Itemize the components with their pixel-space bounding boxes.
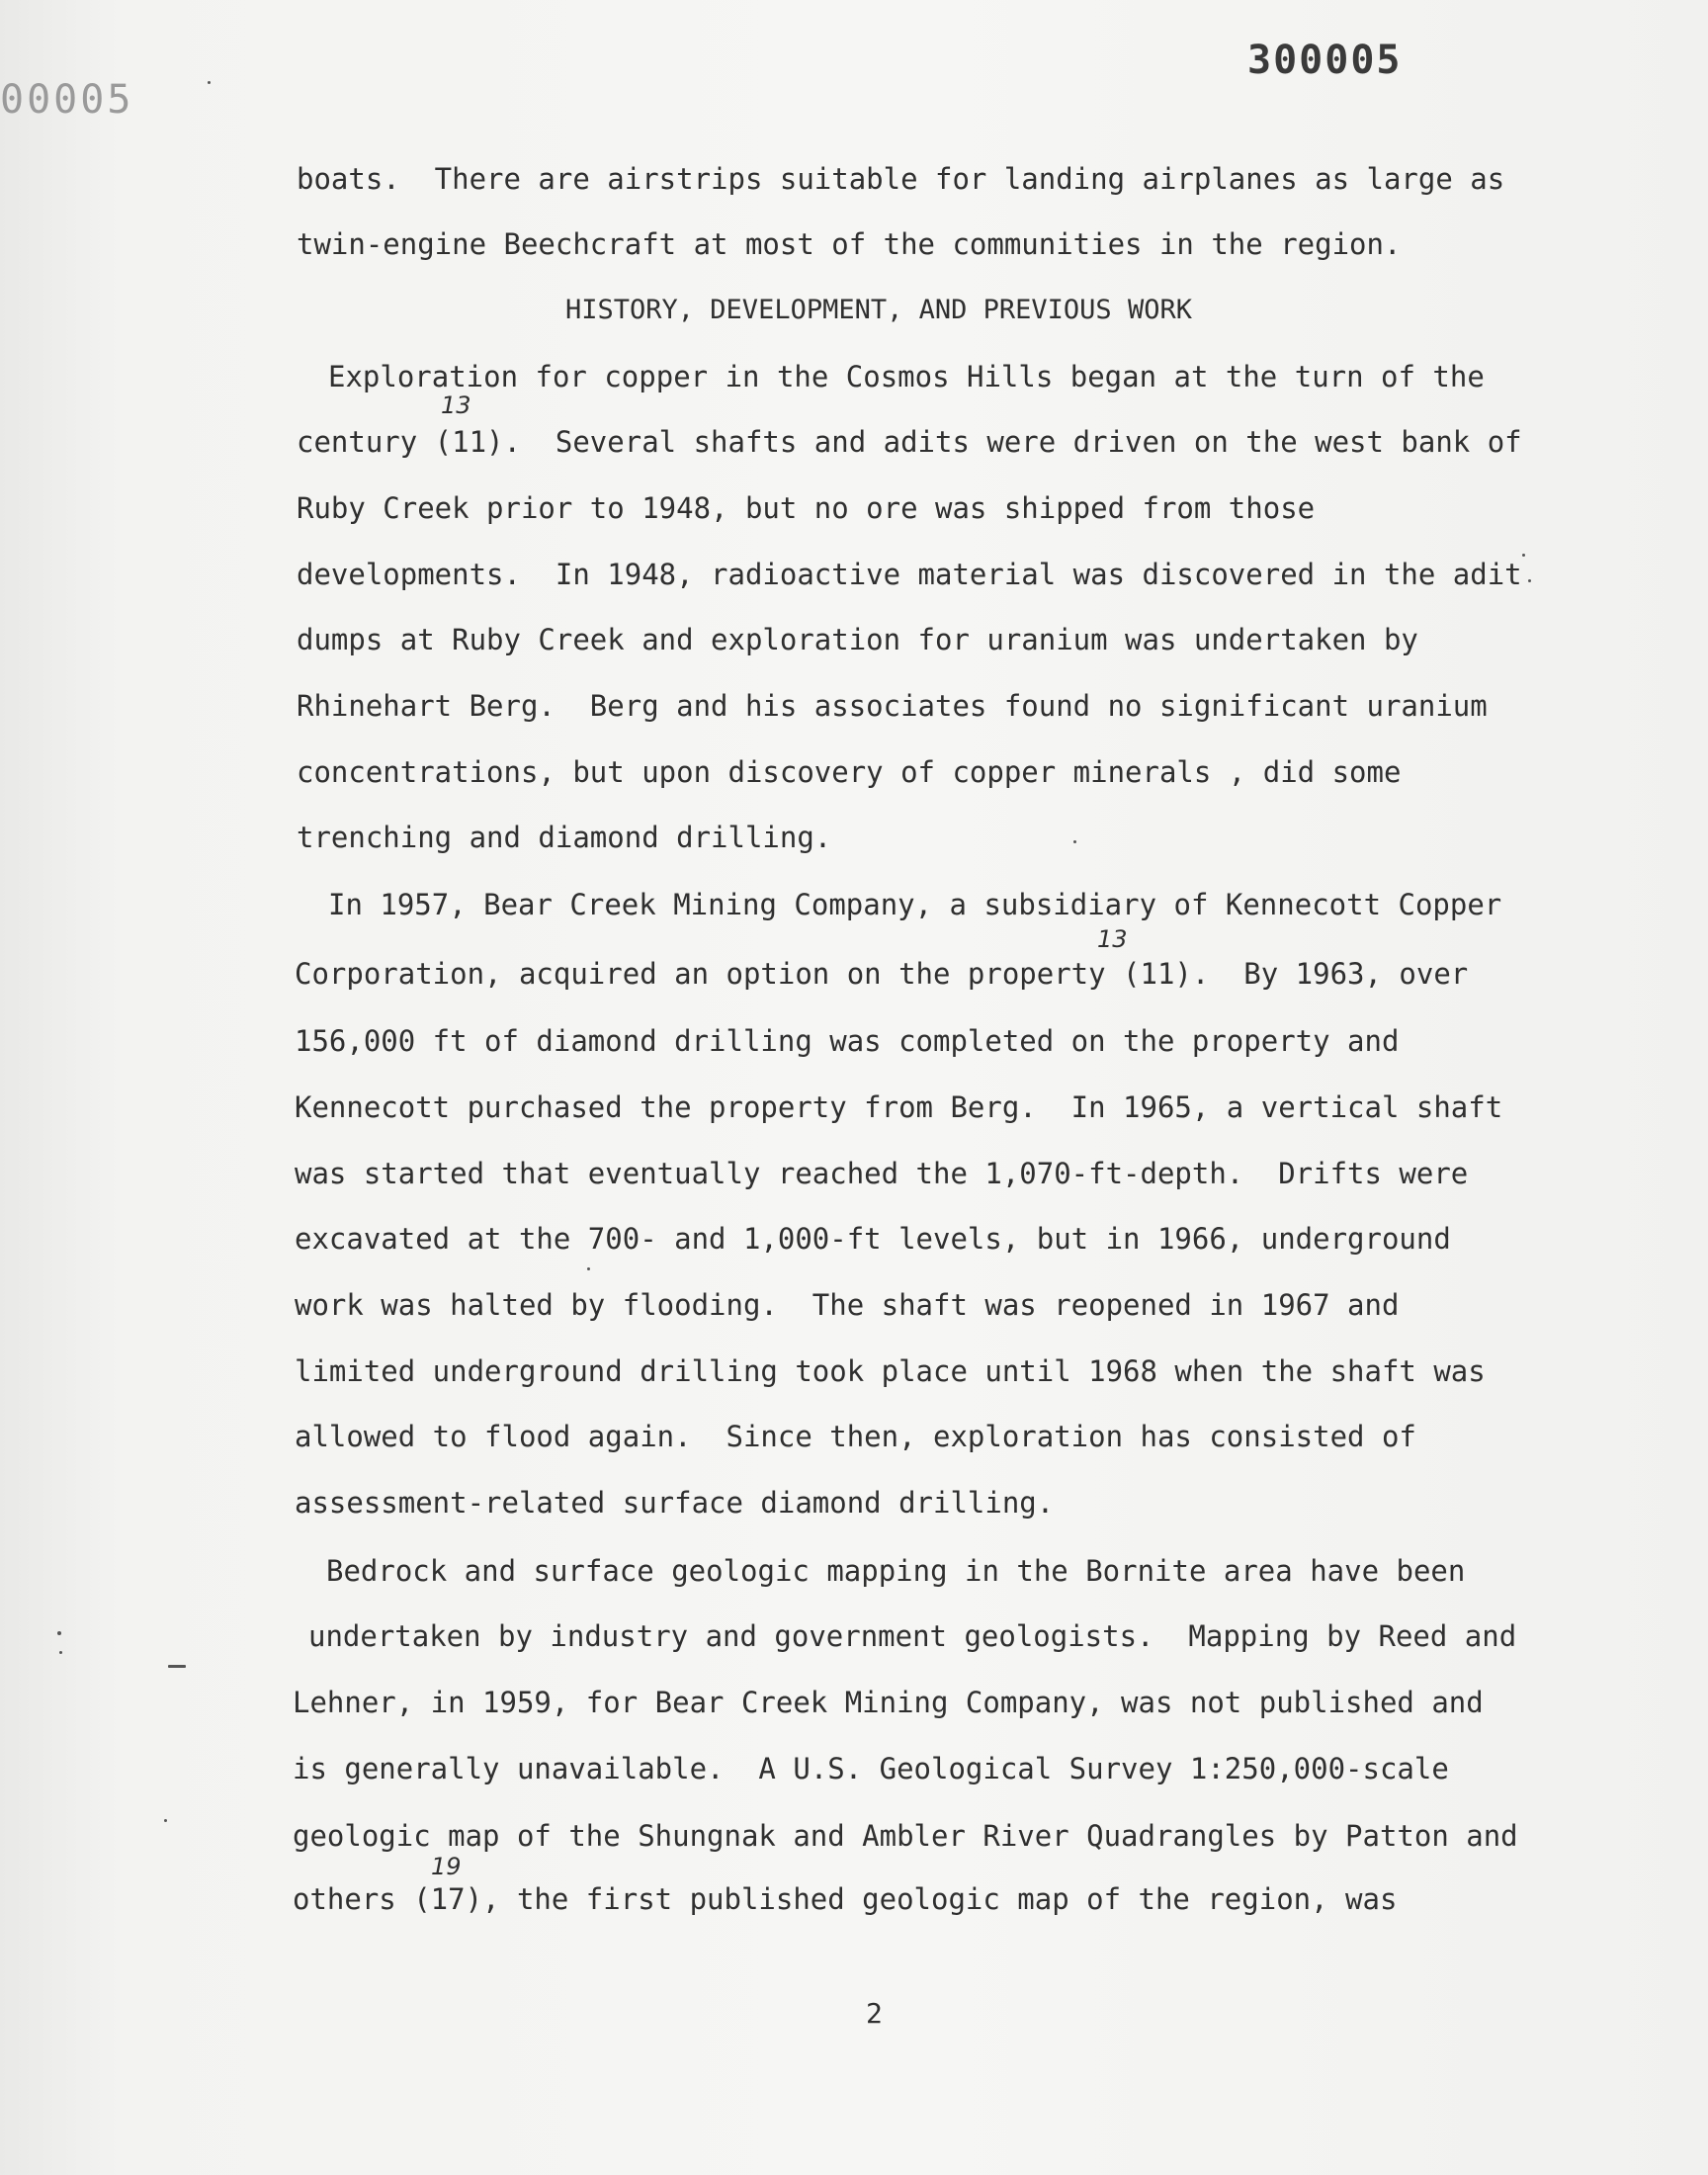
text-line-16: was started that eventually reached the 1,070-ft-depth. Drifts were	[295, 1157, 1469, 1190]
text-line-11: trenching and diamond drilling.	[297, 821, 832, 854]
text-line-23: undertaken by industry and government geologists. Mapping by Reed and	[308, 1619, 1517, 1653]
text-line-21: assessment-related surface diamond drilling.	[295, 1486, 1055, 1520]
text-line-4: Exploration for copper in the Cosmos Hills began at the turn of the	[328, 360, 1485, 393]
text-line-22: Bedrock and surface geologic mapping in the Bornite area have been	[326, 1554, 1466, 1588]
text-line-13: Corporation, acquired an option on the property (11). By 1963, over	[295, 957, 1469, 991]
scan-speck	[1528, 579, 1531, 582]
scan-speck	[164, 1819, 167, 1822]
text-line-1: boats. There are airstrips suitable for landing airplanes as large as	[297, 162, 1505, 196]
text-line-18: work was halted by flooding. The shaft was reopened in 1967 and	[295, 1288, 1400, 1322]
text-line-20: allowed to flood again. Since then, exploration has consisted of	[295, 1420, 1416, 1453]
text-line-24: Lehner, in 1959, for Bear Creek Mining Company, was not published and	[293, 1686, 1484, 1719]
handwritten-ref-13-b: 13	[1097, 925, 1128, 953]
text-line-27: others (17), the first published geologic map of the region, was	[293, 1882, 1398, 1916]
page-number: 2	[866, 1997, 883, 2030]
text-line-2: twin-engine Beechcraft at most of the communities in the region.	[297, 227, 1402, 261]
text-line-25: is generally unavailable. A U.S. Geological Survey 1:250,000-scale	[293, 1752, 1449, 1785]
text-line-26: geologic map of the Shungnak and Ambler River Quadrangles by Patton and	[293, 1819, 1518, 1853]
scan-speck	[168, 1665, 186, 1668]
text-line-7: developments. In 1948, radioactive material was discovered in the adit	[297, 558, 1522, 591]
text-line-6: Ruby Creek prior to 1948, but no ore was shipped from those	[297, 491, 1316, 525]
scan-speck	[587, 1267, 590, 1270]
text-line-5: century (11). Several shafts and adits were driven on the west bank of	[297, 425, 1522, 459]
scan-speck	[1522, 554, 1525, 557]
text-line-19: limited underground drilling took place until 1968 when the shaft was	[295, 1354, 1486, 1388]
text-line-17: excavated at the 700- and 1,000-ft levels, but in 1966, underground	[295, 1222, 1451, 1256]
section-heading: HISTORY, DEVELOPMENT, AND PREVIOUS WORK	[565, 295, 1192, 325]
text-line-8: dumps at Ruby Creek and exploration for uranium was undertaken by	[297, 623, 1418, 656]
text-line-10: concentrations, but upon discovery of copper minerals , did some	[297, 755, 1402, 789]
handwritten-ref-13-a: 13	[441, 392, 471, 419]
text-line-15: Kennecott purchased the property from Berg. In 1965, a vertical shaft	[295, 1090, 1503, 1124]
text-line-9: Rhinehart Berg. Berg and his associates found no significant uranium	[297, 689, 1488, 723]
scan-speck	[1073, 840, 1076, 843]
scan-speck	[208, 81, 211, 84]
text-line-12: In 1957, Bear Creek Mining Company, a subsidiary of Kennecott Copper	[328, 888, 1502, 921]
scan-speck	[59, 1651, 62, 1654]
page-stamp-right: 300005	[1247, 38, 1403, 83]
page-stamp-left: 00005	[0, 77, 134, 123]
handwritten-ref-19: 19	[431, 1853, 462, 1880]
scan-speck	[57, 1631, 61, 1635]
text-line-14: 156,000 ft of diamond drilling was completed on the property and	[295, 1024, 1400, 1058]
